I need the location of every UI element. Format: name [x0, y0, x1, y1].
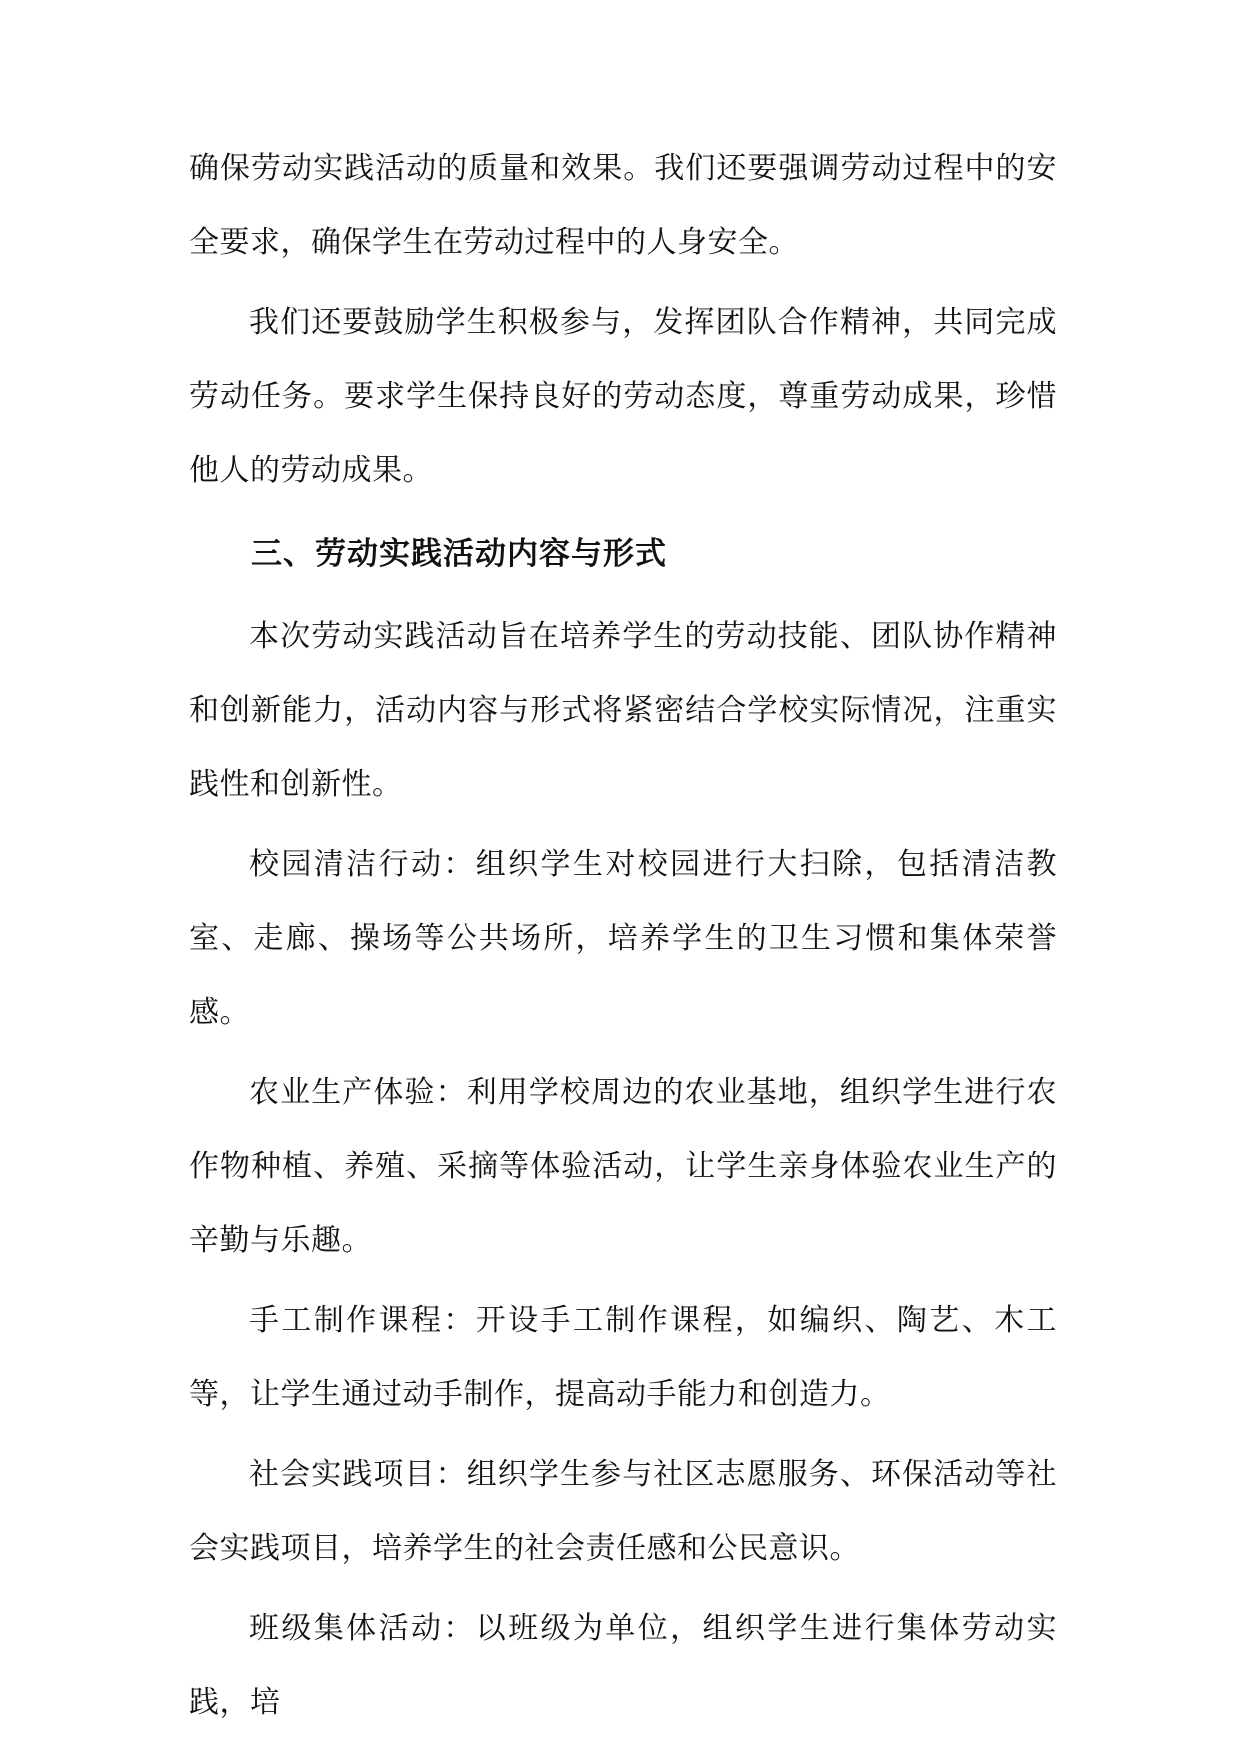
paragraph-agriculture: 农业生产体验：利用学校周边的农业基地，组织学生进行农作物种植、养殖、采摘等体验活动，让学生亲身体验农业生产的辛勤与乐趣。: [189, 1075, 1057, 1258]
paragraph-handicraft: 手工制作课程：开设手工制作课程，如编织、陶艺、木工等，让学生通过动手制作，提高动手能力和创造力。: [189, 1303, 1057, 1412]
paragraph-campus-cleaning: 校园清洁行动：组织学生对校园进行大扫除，包括清洁教室、走廊、操场等公共场所，培养学生的卫生习惯和集体荣誉感。: [189, 847, 1057, 1030]
paragraph-continuation: 确保劳动实践活动的质量和效果。我们还要强调劳动过程中的安全要求，确保学生在劳动过程中的人身安全。: [189, 151, 1057, 260]
paragraph-team-spirit: 我们还要鼓励学生积极参与，发挥团队合作精神，共同完成劳动任务。要求学生保持良好的劳动态度，尊重劳动成果，珍惜他人的劳动成果。: [189, 305, 1057, 488]
paragraph-intro: 本次劳动实践活动旨在培养学生的劳动技能、团队协作精神和创新能力，活动内容与形式将紧密结合学校实际情况，注重实践性和创新性。: [189, 619, 1057, 802]
paragraph-social-practice: 社会实践项目：组织学生参与社区志愿服务、环保活动等社会实践项目，培养学生的社会责任感和公民意识。: [189, 1457, 1057, 1566]
paragraph-class-activity: 班级集体活动：以班级为单位，组织学生进行集体劳动实践，培: [189, 1611, 1057, 1720]
section-heading: 三、劳动实践活动内容与形式: [251, 536, 667, 572]
document-body: [189, 132, 1057, 1740]
